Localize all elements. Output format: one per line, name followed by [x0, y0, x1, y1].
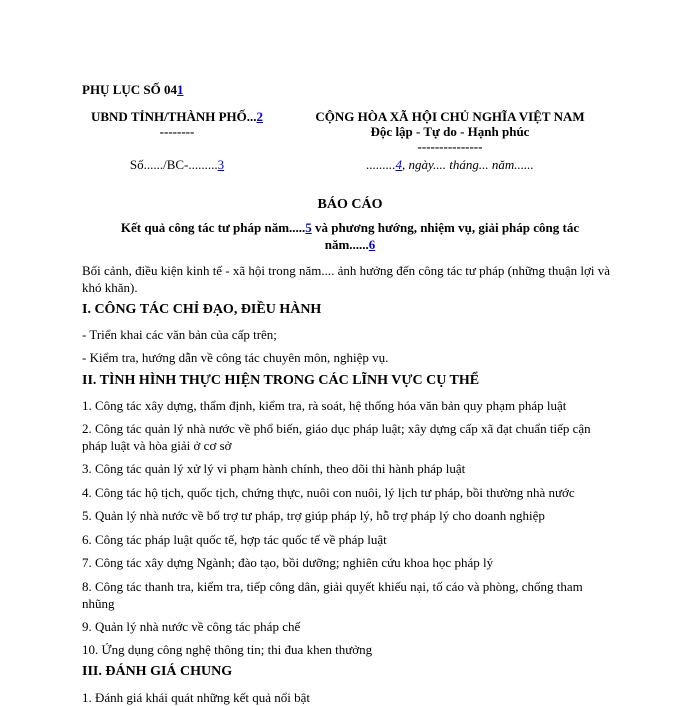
org-divider: -------- [159, 124, 195, 139]
section-2-item: 2. Công tác quản lý nhà nước về phổ biến, giáo dục pháp luật; xây dựng cấp xã đạt chuẩn tiếp cận pháp luật và hòa giải ở cơ sở [82, 421, 591, 453]
footnote-link-5[interactable]: 5 [305, 220, 312, 235]
section-2-item: 8. Công tác thanh tra, kiểm tra, tiếp công dân, giải quyết khiếu nại, tố cáo và phòng, chống tham nhũng [82, 579, 583, 611]
country-name: CỘNG HÒA XÃ HỘI CHỦ NGHĨA VIỆT NAM [315, 109, 585, 124]
place-date: .........4, ngày.... tháng... năm...... [366, 157, 534, 172]
section-1-heading: I. CÔNG TÁC CHỈ ĐẠO, ĐIỀU HÀNH [82, 302, 322, 317]
report-subtitle-line1: Kết quả công tác tư pháp năm.....5 và phương hướng, nhiệm vụ, giải pháp công tác [120, 220, 580, 235]
section-1-item: - Triển khai các văn bản của cấp trên; [82, 327, 277, 342]
issuing-organization: UBND TỈNH/THÀNH PHỐ...2 [90, 109, 264, 124]
intro-paragraph: Bối cảnh, điều kiện kinh tế - xã hội trong năm.... ảnh hưởng đến công tác tư pháp (những thuận lợi và khó khăn). [82, 263, 611, 295]
appendix-label: PHỤ LỤC SỐ 041 [82, 82, 184, 97]
footnote-link-3[interactable]: 3 [217, 157, 225, 172]
footnote-link-4[interactable]: 4 [395, 157, 402, 172]
footnote-link-1[interactable]: 1 [176, 82, 184, 97]
motto-divider: --------------- [417, 139, 483, 154]
section-2-item: 1. Công tác xây dựng, thẩm định, kiểm tra, rà soát, hệ thống hóa văn bản quy phạm pháp luật [82, 398, 567, 413]
section-2-item: 9. Quản lý nhà nước về công tác pháp chế [82, 619, 301, 634]
section-3-item: 1. Đánh giá khái quát những kết quả nổi bật [82, 690, 310, 705]
section-2-item: 6. Công tác pháp luật quốc tế, hợp tác quốc tế về pháp luật [82, 532, 387, 547]
report-title: BÁO CÁO [317, 197, 383, 212]
footnote-link-2[interactable]: 2 [256, 109, 264, 124]
footnote-link-6[interactable]: 6 [368, 237, 376, 252]
section-2-heading: II. TÌNH HÌNH THỰC HIỆN TRONG CÁC LĨNH VỰC CỤ THỂ [82, 373, 480, 388]
section-2-item: 4. Công tác hộ tịch, quốc tịch, chứng thực, nuôi con nuôi, lý lịch tư pháp, bồi thường nhà nước [82, 485, 575, 500]
document-number: Số....../BC-.........3 [129, 157, 225, 172]
report-subtitle-line2: năm......6 [324, 237, 376, 252]
section-3-heading: III. ĐÁNH GIÁ CHUNG [82, 664, 233, 679]
section-2-item: 5. Quản lý nhà nước về bổ trợ tư pháp, trợ giúp pháp lý, hỗ trợ pháp lý cho doanh nghiệp [82, 508, 545, 523]
section-2-item: 7. Công tác xây dựng Ngành; đào tạo, bồi dưỡng; nghiên cứu khoa học pháp lý [82, 555, 494, 570]
national-motto: Độc lập - Tự do - Hạnh phúc [370, 124, 530, 139]
section-1-item: - Kiểm tra, hướng dẫn về công tác chuyên môn, nghiệp vụ. [82, 350, 389, 365]
section-2-item: 3. Công tác quản lý xử lý vi phạm hành chính, theo dõi thi hành pháp luật [82, 461, 466, 476]
section-2-item: 10. Ứng dụng công nghệ thông tin; thi đua khen thưởng [82, 642, 373, 657]
